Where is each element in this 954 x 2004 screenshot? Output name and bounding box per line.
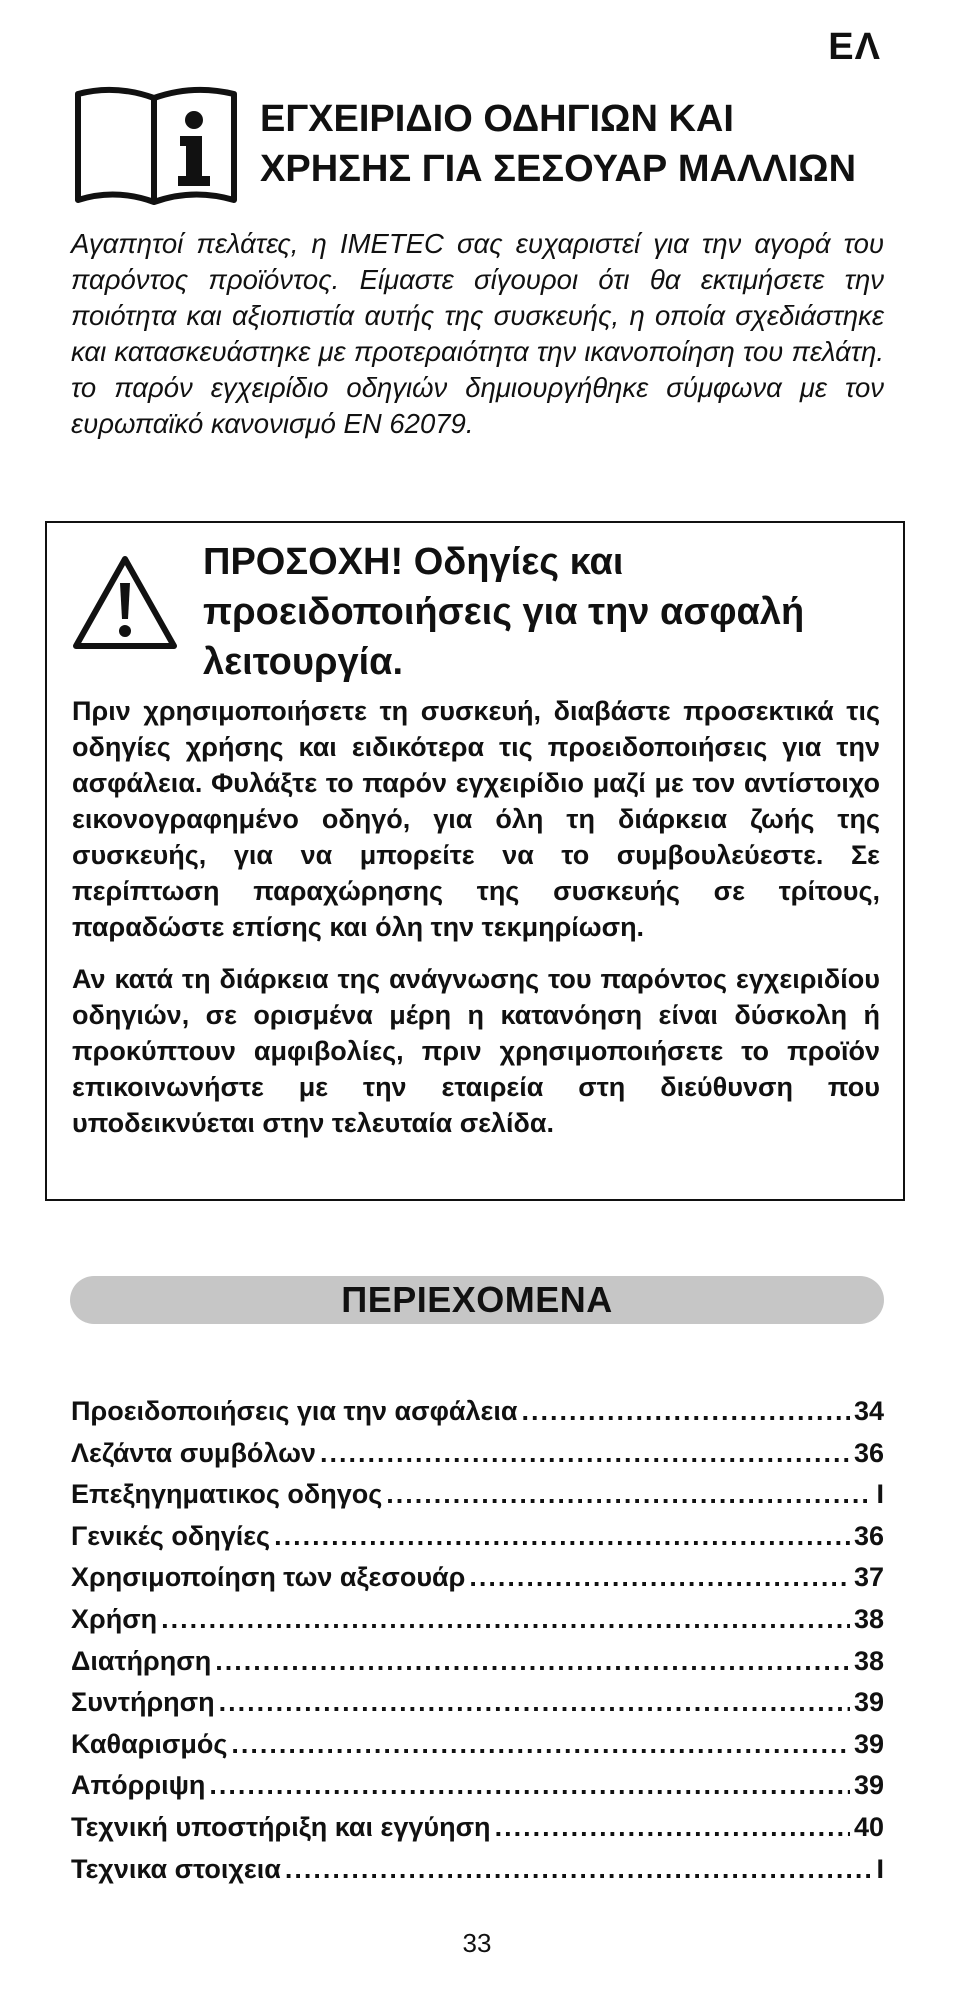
warning-paragraph-2: Αν κατά τη διάρκεια της ανάγνωσης του παρόντος εγχειριδίου οδηγιών, σε ορισμένα μέρη η κατανόηση είναι δύσκολη ή προκύπτουν αμφιβολίες, πριν χρησιμοποιήσετε το προϊόν επικοινωνήστε με την εταιρεία στη διεύθυνση που υποδεικνύεται στην τελευταία σελίδα. — [72, 964, 880, 1138]
intro-paragraph: Αγαπητοί πελάτες, η IMETEC σας ευχαριστεί για την αγορά του παρόντος προϊόντος. Είμαστε σίγουροι ότι θα εκτιμήσετε την ποιότητα και αξιοπιστία αυτής της συσκευής, η οποία σχεδιάστηκε και κατασκευάστηκε με προτεραιότητα την ικανοποίηση του πελάτη. το παρόν εγχειρίδιο οδηγιών δημιουργήθηκε σύμφωνα με τον ευρωπαϊκό κανονισμό EN 62079. — [71, 228, 884, 439]
manual-title — [260, 94, 856, 194]
contents-heading-bar — [70, 1276, 884, 1324]
toc-leader-dots — [219, 1687, 850, 1718]
title-line-1: ΕΓΧΕΙΡΙΔΙΟ ΟΔΗΓΙΩΝ ΚΑΙ — [260, 98, 734, 140]
toc-label: Προειδοποιήσεις για την ασφάλεια — [71, 1396, 518, 1426]
toc-label: Λεζάντα συμβόλων — [71, 1437, 316, 1468]
toc-item[interactable] — [71, 1770, 884, 1812]
toc-label: Διατήρηση — [71, 1645, 212, 1676]
warning-title-line-1: ΠΡΟΣΟΧΗ! Οδηγίες και — [203, 541, 624, 583]
safety-warning-box — [45, 521, 905, 1201]
toc-page: 39 — [853, 1728, 884, 1759]
language-code: ΕΛ — [828, 26, 881, 68]
toc-page: 36 — [853, 1437, 884, 1468]
toc-label: Συντήρηση — [71, 1687, 215, 1718]
page-number: 33 — [462, 1928, 492, 1958]
toc-page: 39 — [853, 1687, 884, 1718]
warning-title-line-3: λειτουργία. — [203, 641, 404, 683]
toc-leader-dots — [274, 1521, 850, 1552]
manual-header — [70, 82, 890, 212]
toc-page: 39 — [853, 1770, 884, 1801]
toc-item[interactable] — [71, 1479, 884, 1521]
toc-page: 36 — [853, 1520, 884, 1551]
toc-leader-dots — [231, 1729, 850, 1760]
toc-leader-dots — [320, 1438, 850, 1469]
toc-label: Επεξηγηματικος οδηγος — [71, 1479, 383, 1510]
warning-paragraph-1: Πριν χρησιμοποιήσετε τη συσκευή, διαβάστε προσεκτικά τις οδηγίες χρήσης και ειδικότερα τις προειδοποιήσεις για την ασφάλεια. Φυλάξτε το παρόν εγχειρίδιο μαζί με τον αντίστοιχο εικονογραφημένο οδηγό, για όλη τη διάρκεια ζωής της συσκευής, για να μπορείτε να το συμβουλεύεστε. Σε περίπτωση παραχώρησης της συσκευής σε τρίτους, παραδώστε επίσης και όλη την τεκμηρίωση. — [72, 696, 880, 942]
warning-triangle-icon — [71, 553, 179, 653]
toc-label: Απόρριψη — [71, 1770, 206, 1801]
toc-leader-dots — [386, 1479, 872, 1510]
toc-leader-dots — [495, 1812, 850, 1843]
toc-label: Χρησιμοποίηση των αξεσουάρ — [71, 1562, 466, 1593]
toc-label: Καθαρισμός — [71, 1728, 228, 1759]
toc-leader-dots — [285, 1854, 873, 1885]
table-of-contents — [71, 1396, 884, 1895]
contents-title: ΠΕΡΙΕΧΟΜΕΝΑ — [341, 1279, 613, 1320]
toc-leader-dots — [215, 1646, 850, 1677]
title-line-2: ΧΡΗΣΗΣ ΓΙΑ ΣΕΣΟΥΑΡ ΜΑΛΛΙΩΝ — [260, 148, 857, 190]
toc-page: I — [876, 1853, 884, 1884]
toc-page: 40 — [853, 1811, 884, 1842]
toc-item[interactable] — [71, 1604, 884, 1646]
toc-label: Τεχνικα στοιχεια — [71, 1853, 281, 1884]
toc-label: Τεχνική υποστήριξη και εγγύηση — [71, 1811, 491, 1842]
toc-page: 38 — [853, 1645, 884, 1676]
toc-item[interactable] — [71, 1854, 884, 1896]
toc-item[interactable] — [71, 1396, 884, 1438]
toc-page: 34 — [853, 1396, 884, 1426]
toc-item[interactable] — [71, 1438, 884, 1480]
toc-leader-dots — [209, 1770, 850, 1801]
toc-page: I — [876, 1479, 884, 1510]
toc-leader-dots — [469, 1562, 850, 1593]
toc-page: 38 — [853, 1603, 884, 1634]
toc-item[interactable] — [71, 1521, 884, 1563]
toc-leader-dots — [521, 1396, 850, 1427]
toc-item[interactable] — [71, 1646, 884, 1688]
toc-item[interactable] — [71, 1812, 884, 1854]
warning-body — [72, 693, 880, 1157]
warning-title-line-2: προειδοποιήσεις για την ασφαλή — [203, 591, 805, 633]
toc-label: Χρήση — [71, 1603, 158, 1634]
toc-item[interactable] — [71, 1687, 884, 1729]
toc-item[interactable] — [71, 1562, 884, 1604]
toc-item[interactable] — [71, 1729, 884, 1771]
warning-title — [203, 537, 883, 687]
toc-leader-dots — [161, 1604, 850, 1635]
toc-label: Γενικές οδηγίες — [71, 1520, 271, 1551]
info-book-icon — [70, 82, 242, 207]
toc-page: 37 — [853, 1562, 884, 1593]
